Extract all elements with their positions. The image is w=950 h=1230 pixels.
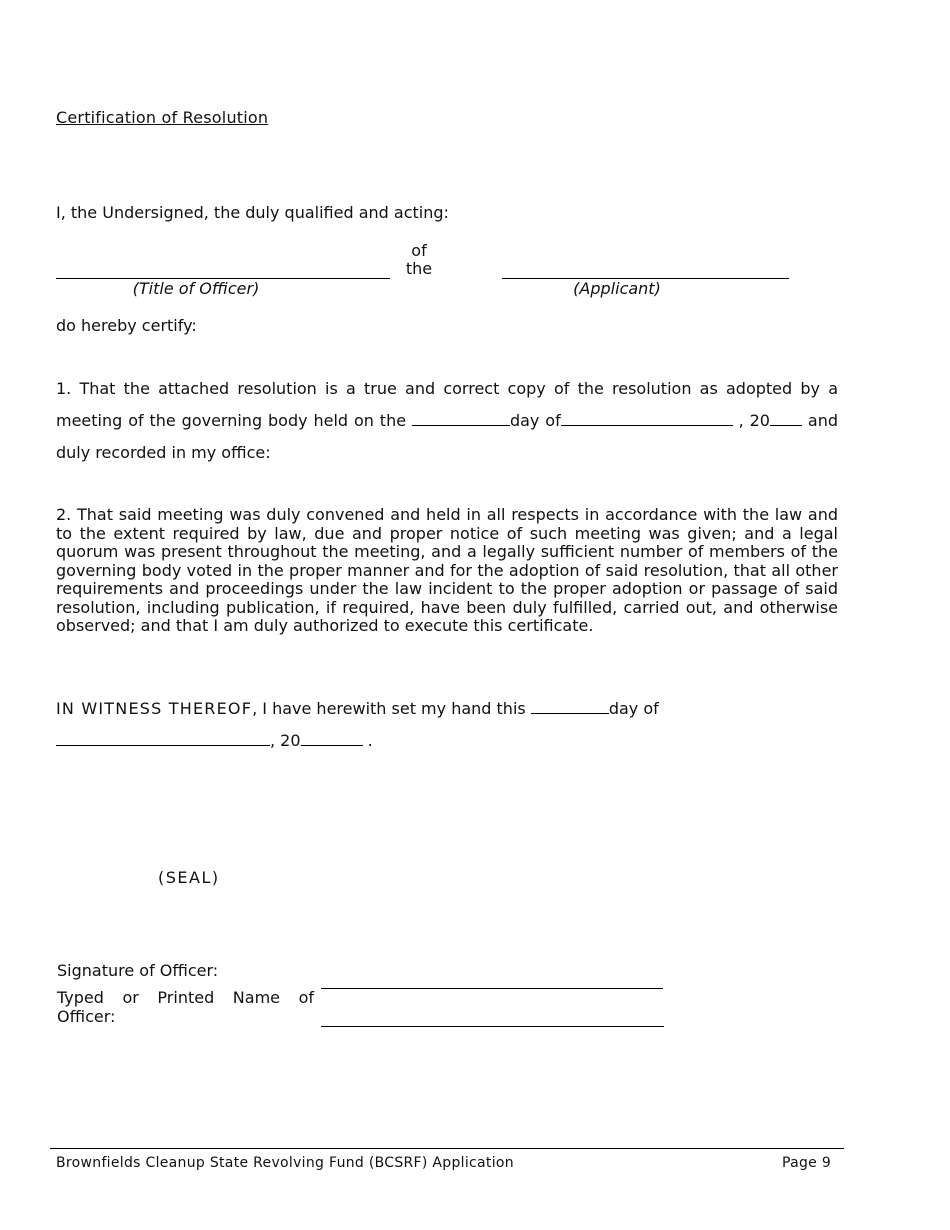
item-2-paragraph: 2. That said meeting was duly convened and held in all respects in accordance with the law and to the extent required by law, due and proper notice of such meeting was given; and a legal quorum was present throughout the meeting, and a legally sufficient number of members of the governing body voted in the proper manner and for the adoption of said resolution, that all other requirements and proceedings under the law incident to the proper adoption or passage of said resolution, including publication, if required, have been duly fulfilled, carried out, and otherwise observed; and that I am duly authorized to execute this certificate. <box>56 505 838 635</box>
witness-month-blank[interactable] <box>56 731 270 746</box>
of-label: of <box>411 241 427 260</box>
page-title: Certification of Resolution <box>56 108 269 127</box>
witness-year-blank[interactable] <box>301 731 363 746</box>
intro-text: I, the Undersigned, the duly qualified and acting: <box>56 203 449 222</box>
meeting-day-blank[interactable] <box>412 411 510 426</box>
typed-name-label: Typed or Printed Name of <box>57 988 314 1007</box>
meeting-month-blank[interactable] <box>561 411 733 426</box>
signature-line[interactable] <box>321 988 663 989</box>
the-label: the <box>405 259 433 278</box>
witness-text-c: , 20 <box>270 731 301 750</box>
footer-title: Brownfields Cleanup State Revolving Fund (BCSRF) Application <box>56 1155 514 1171</box>
page-number: Page 9 <box>782 1155 832 1171</box>
item-1-text-a: 1. That the attached resolution is a true and correct copy of the resolution as adopted by a meeting of the governing body held on the <box>56 379 838 430</box>
witness-lead: IN WITNESS THEREOF <box>56 699 253 718</box>
signature-label: Signature of Officer: <box>57 961 219 980</box>
item-1-paragraph <box>56 373 838 469</box>
typed-name-label-cont: Officer: <box>57 1007 116 1026</box>
witness-text-b: day of <box>608 699 659 718</box>
item-1-text-c: , 20 <box>738 411 770 430</box>
witness-text-d: . <box>367 731 373 750</box>
item-1-text-d: and duly recorded in my office: <box>56 411 839 462</box>
witness-text-a: , I have herewith set my hand this <box>252 699 526 718</box>
applicant-caption: (Applicant) <box>573 279 661 298</box>
witness-paragraph <box>56 693 659 757</box>
officer-title-caption: (Title of Officer) <box>132 279 260 298</box>
witness-day-blank[interactable] <box>531 699 609 714</box>
footer-divider <box>50 1148 844 1149</box>
certify-text: do hereby certify: <box>56 316 197 335</box>
item-1-text-b: day of <box>509 411 561 430</box>
seal-placeholder: (SEAL) <box>158 868 220 887</box>
meeting-year-blank[interactable] <box>770 411 802 426</box>
typed-name-line[interactable] <box>321 1026 664 1027</box>
